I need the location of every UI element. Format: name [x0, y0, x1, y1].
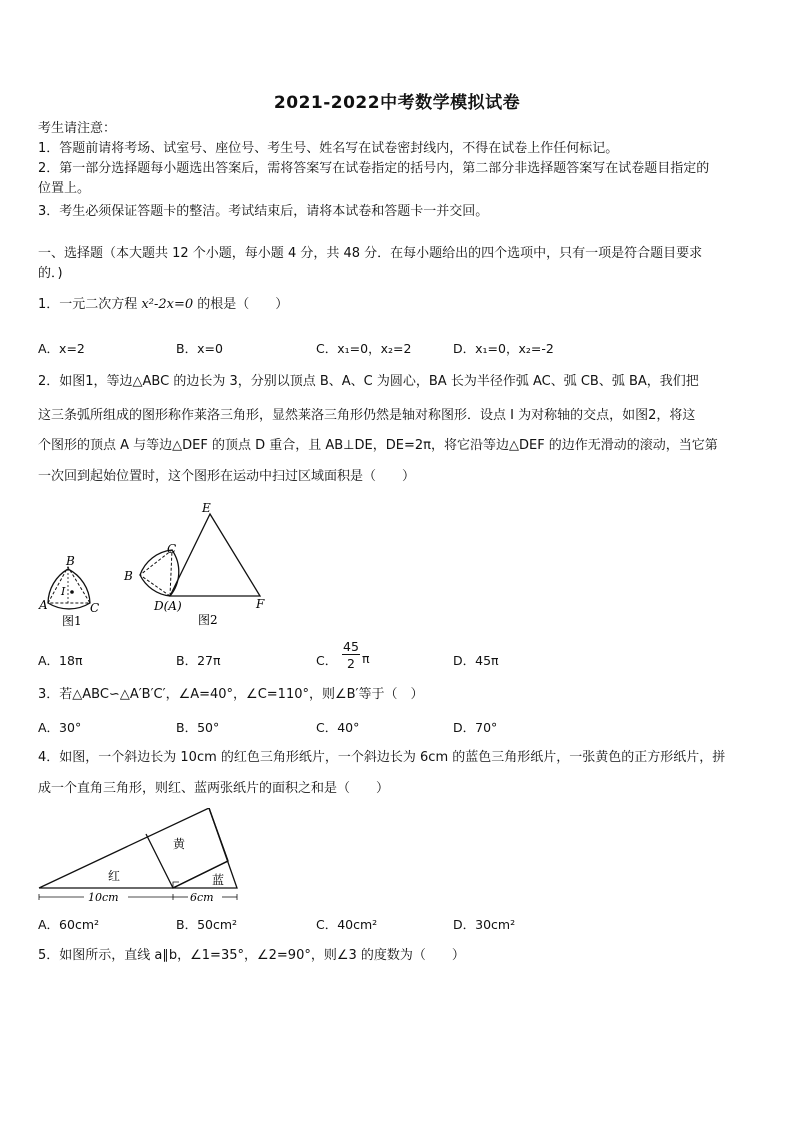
fig1-label-c: C	[90, 601, 100, 615]
q1-option-c[interactable]: C．x₁=0，x₂=2	[316, 341, 412, 356]
notice-item-2: 2．第一部分选择题每小题选出答案后，需将答案写在试卷指定的括号内，第二部分非选择题答案写在试卷题目指定的	[38, 161, 710, 176]
question-1	[38, 296, 288, 314]
q2-option-b[interactable]: B．27π	[176, 653, 221, 668]
question-5: 5．如图所示，直线 a∥b，∠1=35°，∠2=90°，则∠3 的度数为（ ）	[38, 948, 465, 963]
q3-option-b[interactable]: B．50°	[176, 720, 220, 735]
q4-label-blue: 蓝	[212, 873, 225, 887]
question-4-line-2: 成一个直角三角形，则红、蓝两张纸片的面积之和是（ ）	[38, 781, 390, 796]
q4-option-a[interactable]: A．60cm²	[38, 917, 100, 932]
q1-equation: x²-2x=0	[141, 297, 194, 312]
q2-option-c-denominator: 2	[347, 656, 355, 671]
fig1-label-b: B	[66, 554, 75, 568]
question-4-line-1: 4．如图，一个斜边长为 10cm 的红色三角形纸片，一个斜边长为 6cm 的蓝色三角形纸片，一张黄色的正方形纸片，拼	[38, 750, 726, 765]
q2-option-c-suffix: π	[362, 651, 370, 666]
section-heading: 一、选择题（本大题共 12 个小题，每小题 4 分，共 48 分．在每小题给出的四个选项中，只有一项是符合题目要求	[38, 246, 703, 261]
q2-figure-2	[120, 500, 270, 632]
q2-option-c-numerator: 45	[343, 639, 359, 654]
q4-label-yellow: 黄	[173, 837, 186, 851]
q4-label-red: 红	[108, 869, 121, 883]
question-2-line-2: 这三条弧所组成的图形称作莱洛三角形，显然莱洛三角形仍然是轴对称图形．设点 I 为对称轴的交点，如图2，将这	[38, 408, 696, 423]
q2-option-c-prefix: C．	[316, 653, 338, 668]
q1-option-d[interactable]: D．x₁=0，x₂=-2	[453, 341, 554, 356]
question-2-line-3: 个图形的顶点 A 与等边△DEF 的顶点 D 重合，且 AB⊥DE，DE=2π，将它沿等边△DEF 的边作无滑动的滚动，当它第	[38, 438, 718, 453]
question-2-line-1: 2．如图1，等边△ABC 的边长为 3，分别以顶点 B、A、C 为圆心，BA 长为半径作弧 AC、弧 CB、弧 BA，我们把	[38, 374, 699, 389]
q1-prefix: 1．一元二次方程	[38, 297, 142, 312]
fig2-label-e: E	[202, 501, 211, 515]
q2-figure-1	[38, 545, 108, 630]
q2-option-a[interactable]: A．18π	[38, 653, 83, 668]
fig2-label-f: F	[256, 597, 265, 611]
question-3: 3．若△ABC∽△A′B′C′，∠A=40°，∠C=110°，则∠B′等于（ ）	[38, 687, 424, 702]
q4-label-6cm: 6cm	[190, 891, 214, 904]
q4-option-d[interactable]: D．30cm²	[453, 917, 516, 932]
q3-option-d[interactable]: D．70°	[453, 720, 498, 735]
page-title: 2021-2022中考数学模拟试卷	[273, 93, 521, 113]
q1-suffix: 的根是（ ）	[193, 297, 289, 312]
section-heading-cont: 的．)	[38, 266, 63, 281]
fig1-label-a: A	[39, 598, 48, 612]
fig2-label-c: C	[167, 542, 177, 556]
q4-option-b[interactable]: B．50cm²	[176, 917, 238, 932]
notice-item-2-cont: 位置上。	[38, 181, 91, 196]
q4-figure	[36, 808, 242, 906]
q4-label-10cm: 10cm	[88, 891, 119, 904]
q4-option-c[interactable]: C．40cm²	[316, 917, 378, 932]
q2-option-d[interactable]: D．45π	[453, 653, 499, 668]
q1-option-b[interactable]: B．x=0	[176, 341, 223, 356]
notice-item-1: 1．答题前请将考场、试室号、座位号、考生号、姓名写在试卷密封线内，不得在试卷上作任何标记。	[38, 141, 619, 156]
q1-option-a[interactable]: A．x=2	[38, 341, 85, 356]
notice-heading: 考生请注意：	[38, 121, 117, 136]
fig2-caption: 图2	[198, 613, 218, 627]
q3-option-c[interactable]: C．40°	[316, 720, 360, 735]
fig2-label-b: B	[124, 569, 133, 583]
q3-option-a[interactable]: A．30°	[38, 720, 82, 735]
question-2-line-4: 一次回到起始位置时，这个图形在运动中扫过区域面积是（ ）	[38, 469, 416, 484]
fig1-label-i: I	[61, 585, 66, 598]
notice-item-3: 3．考生必须保证答题卡的整洁。考试结束后，请将本试卷和答题卡一并交回。	[38, 204, 489, 219]
fig2-label-d: D(A)	[154, 599, 182, 613]
fig1-caption: 图1	[62, 614, 82, 628]
